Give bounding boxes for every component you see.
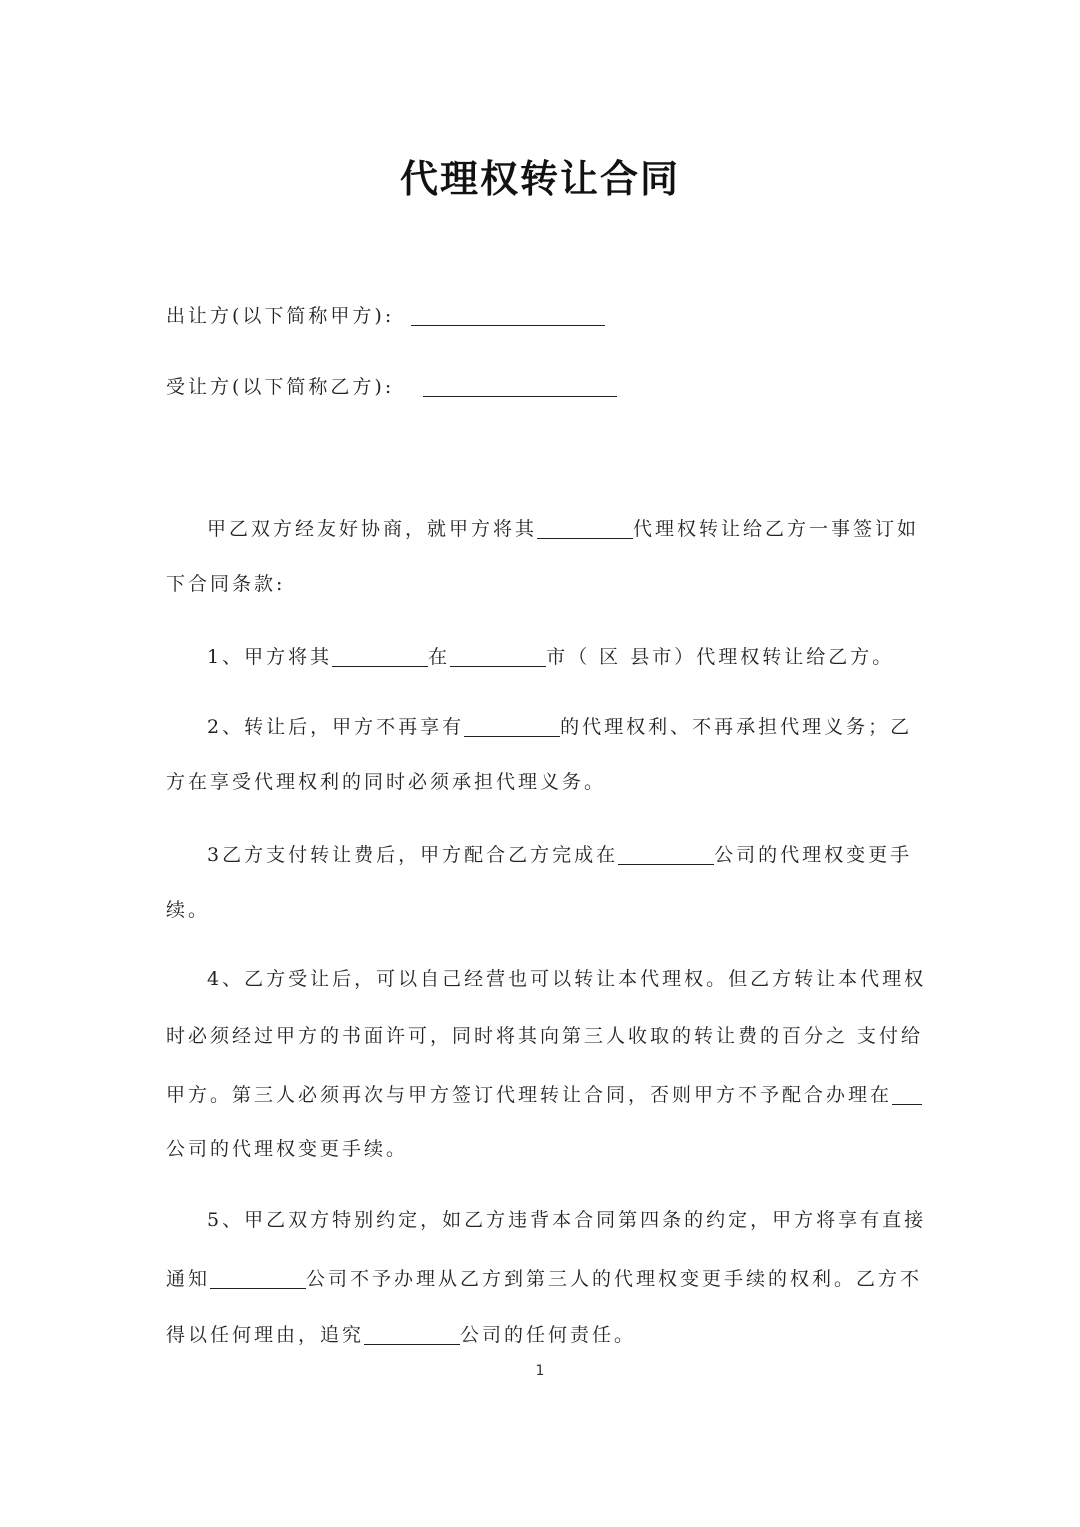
clause-5-text-d: 公司的任何责任。: [460, 1324, 637, 1346]
page-number: 1: [535, 1363, 545, 1379]
clause-3-line-2: 续。: [166, 899, 211, 921]
clause-2-line-2: 方在享受代理权利的同时必须承担代理义务。: [166, 771, 607, 793]
clause-1-text: 1、甲方将其: [207, 646, 333, 668]
clause-3-line-1: [207, 844, 912, 865]
clause-5-text-b: 公司不予办理从乙方到第三人的代理权变更手续的权利。乙方不: [306, 1268, 923, 1290]
clause-4-blank[interactable]: [892, 1084, 922, 1105]
intro-text-cont: 代理权转让给乙方一事签订如: [633, 518, 920, 540]
clause-1-blank-a[interactable]: [332, 646, 428, 667]
transferee-line: [166, 376, 617, 397]
intro-line-2: 下合同条款:: [166, 573, 286, 595]
clause-5-line-3: [166, 1324, 636, 1345]
clause-2-text-b: 的代理权利、不再承担代理义务；乙: [560, 716, 913, 738]
clause-4-line-3: [166, 1084, 922, 1105]
clause-4-line-1: 4、乙方受让后，可以自己经营也可以转让本代理权。但乙方转让本代理权: [207, 968, 927, 990]
clause-5-text: 通知: [166, 1268, 211, 1290]
clause-1-blank-b[interactable]: [450, 646, 546, 667]
clause-2-blank[interactable]: [464, 716, 560, 737]
transferor-label: 出让方(以下简称甲方):: [166, 305, 395, 327]
intro-blank[interactable]: [537, 518, 633, 539]
transferor-name-blank[interactable]: [411, 305, 605, 326]
clause-5-blank-a[interactable]: [210, 1268, 306, 1289]
document-title: 代理权转让合同: [399, 157, 680, 201]
transferee-name-blank[interactable]: [423, 376, 617, 397]
clause-3-blank[interactable]: [618, 844, 714, 865]
clause-5-line-1: 5、甲乙双方特别约定，如乙方违背本合同第四条的约定，甲方将享有直接: [207, 1209, 927, 1231]
transferee-label: 受让方(以下简称乙方):: [166, 376, 395, 398]
transferor-line: [166, 305, 605, 326]
clause-1-text-c: 市（ 区 县市）代理权转让给乙方。: [546, 646, 895, 668]
clause-1-text-b: 在: [428, 646, 451, 668]
clause-2-line-1: [207, 716, 912, 737]
clause-4-line-4: 公司的代理权变更手续。: [166, 1138, 409, 1160]
clause-3-text: 3乙方支付转让费后，甲方配合乙方完成在: [207, 844, 619, 866]
clause-1: [207, 646, 894, 667]
clause-4-line-2: 时必须经过甲方的书面许可，同时将其向第三人收取的转让费的百分之 支付给: [166, 1025, 924, 1047]
clause-4-text: 甲方。第三人必须再次与甲方签订代理转让合同，否则甲方不予配合办理在: [166, 1084, 893, 1106]
clause-5-line-2: [166, 1268, 922, 1289]
clause-3-text-b: 公司的代理权变更手: [714, 844, 913, 866]
clause-5-text-c: 得以任何理由，追究: [166, 1324, 365, 1346]
clause-5-blank-b[interactable]: [364, 1324, 460, 1345]
intro-text: 甲乙双方经友好协商，就甲方将其: [207, 518, 538, 540]
clause-2-text: 2、转让后，甲方不再享有: [207, 716, 465, 738]
intro-line-1: [207, 518, 919, 539]
